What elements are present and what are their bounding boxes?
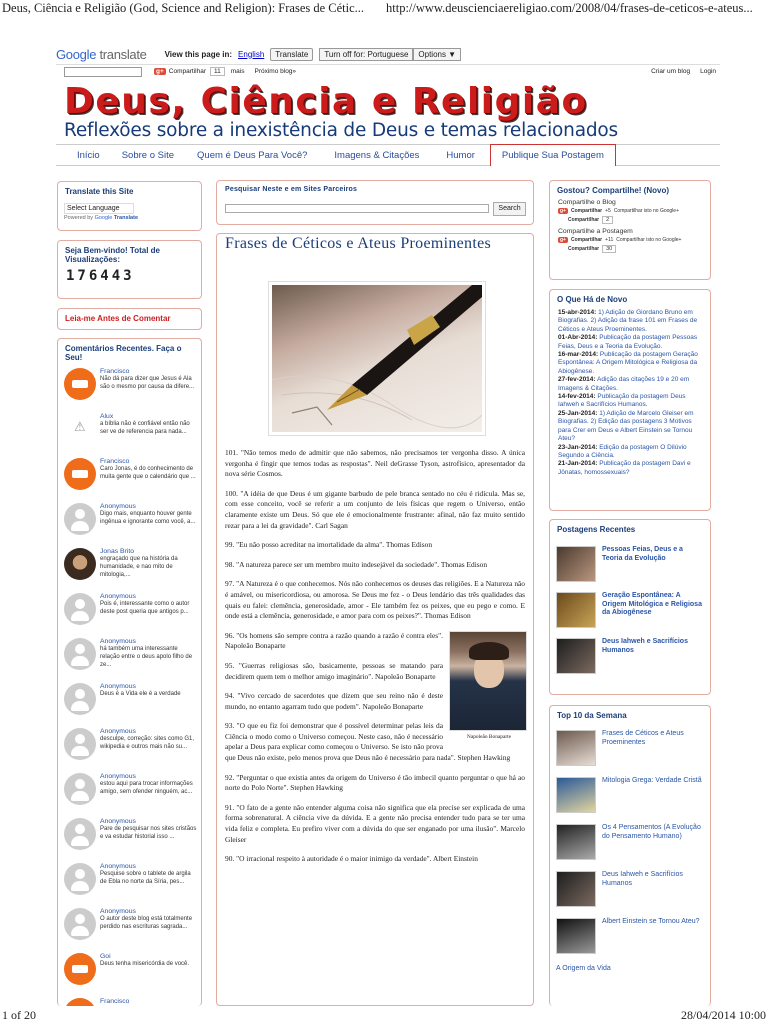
turn-off-button[interactable]: Turn off for: Portuguese bbox=[319, 48, 413, 61]
comment-author[interactable]: Alux bbox=[100, 413, 114, 420]
visits-counter: 176443 bbox=[66, 268, 135, 284]
comment-item bbox=[64, 863, 197, 903]
share-post-count: 30 bbox=[602, 245, 616, 253]
news-date: 25-Jan-2014: bbox=[558, 409, 598, 417]
navbar-search-input[interactable] bbox=[64, 67, 142, 77]
comment-item bbox=[64, 458, 197, 498]
top10-title: Top 10 da Semana bbox=[557, 711, 627, 720]
avatar bbox=[64, 548, 96, 580]
news-text[interactable]: Publicação da postagem Deus Iahweh e Sacrifícios Humanos. bbox=[558, 393, 686, 409]
napoleon-caption: Napoleão Bonaparte bbox=[466, 733, 512, 740]
quote-text: 96. "Os homens são sempre contra a razão quando a razão é contra eles". Napoleão Bonaparte bbox=[225, 630, 443, 651]
news-date: 15-abr-2014: bbox=[558, 309, 597, 316]
news-text[interactable]: 1) Adição de Marcelo Gleiser em Biografias. 2) Edição das postagens 3 Motivos para Crer em Deus e Albert Einstein se Tornou Ateu? bbox=[558, 409, 694, 443]
avatar bbox=[64, 773, 96, 805]
powered-by-google: Powered by Google Translate bbox=[64, 215, 139, 221]
avatar bbox=[64, 863, 96, 895]
recent-post-link[interactable]: Geração Espontânea: A Origem Mitológica e Religiosa da Abiogênese bbox=[602, 592, 702, 616]
blogger-navbar bbox=[56, 64, 720, 78]
quote-paragraph bbox=[217, 540, 533, 551]
comment-author[interactable]: Anonymous bbox=[100, 728, 136, 735]
comment-author[interactable]: Francisco bbox=[100, 458, 130, 465]
language-link[interactable]: English bbox=[238, 49, 265, 59]
quote-text: 101. "Não temos medo de admitir que não sabemos, não precisamos ter vergonha disso. A única vergonha é fingir que temos todas as respostas". Neil deGrasse Tyson, astrofísico, apresentador da nova série Cosmos. bbox=[225, 448, 525, 479]
top-post-link[interactable]: A Origem da Vida bbox=[556, 965, 611, 972]
next-blog-link[interactable]: Próximo blog» bbox=[254, 68, 297, 75]
navbar-more[interactable]: mais bbox=[230, 68, 245, 75]
readme-link[interactable]: Leia-me Antes de Comentar bbox=[65, 314, 171, 323]
comment-text[interactable]: há também uma interessante relação entre o deus apolo filho de ze... bbox=[100, 646, 193, 668]
comment-item bbox=[64, 413, 197, 453]
comment-text[interactable]: Deus tenha misericórdia de você. bbox=[100, 961, 190, 967]
fountain-pen-image bbox=[268, 281, 486, 436]
quote-paragraph bbox=[217, 803, 533, 845]
login-link[interactable]: Login bbox=[700, 68, 716, 75]
recent-post-item[interactable] bbox=[550, 589, 710, 635]
avatar bbox=[64, 593, 96, 625]
comment-item bbox=[64, 953, 197, 993]
quote-paragraph bbox=[217, 448, 533, 480]
comment-author[interactable]: Anonymous bbox=[100, 503, 136, 510]
readme-widget[interactable] bbox=[57, 308, 202, 330]
navbar-share-count: 11 bbox=[210, 67, 225, 76]
visits-title: Seja Bem-vindo! Total de Visualizações: bbox=[65, 246, 160, 264]
news-text[interactable]: Edição da postagem O Dilúvio Segundo a Ciência. bbox=[558, 443, 687, 459]
top-post-item[interactable] bbox=[550, 821, 710, 868]
create-blog-link[interactable]: Criar um blog bbox=[651, 68, 691, 75]
pdf-header bbox=[0, 0, 768, 18]
news-title: O Que Há de Novo bbox=[557, 295, 628, 304]
pdf-datetime: 28/04/2014 10:00 bbox=[680, 1008, 766, 1022]
blogger-avatar-icon bbox=[64, 368, 96, 400]
fountain-pen-icon bbox=[272, 285, 482, 432]
news-widget bbox=[549, 289, 711, 511]
share-post-label: Compartilhe a Postagem bbox=[558, 228, 633, 235]
recent-list bbox=[550, 543, 710, 681]
comment-text[interactable]: O autor deste blog está totalmente perdido nas escrituras sagrada... bbox=[100, 916, 193, 930]
comment-text[interactable]: Digo mais, enquanto houver gente ingênua e ignorante como você, a... bbox=[100, 511, 196, 525]
options-button[interactable]: Options ▼ bbox=[413, 48, 461, 61]
share-widget-title: Gostou? Compartilhe! (Novo) bbox=[557, 186, 669, 195]
comment-text[interactable]: a bíblia não é confiável então não ser ve de referencia para nada... bbox=[100, 421, 190, 435]
post-thumbnail[interactable] bbox=[556, 592, 596, 628]
comment-item bbox=[64, 368, 197, 408]
comment-item bbox=[64, 503, 197, 543]
napoleon-figure bbox=[449, 631, 529, 740]
quote-paragraph bbox=[217, 773, 533, 794]
news-text[interactable]: 1) Adição de Giordano Bruno em Biografias. 2) Adição da frase 101 em Frases de Céticos e Ateus Proeminentes. bbox=[558, 309, 698, 333]
top-post-link[interactable]: Frases de Céticos e Ateus Proeminentes bbox=[602, 730, 684, 746]
news-text[interactable]: Publicação da postagem Davi e Jônatas, homossexuais? bbox=[558, 460, 691, 476]
blogger-avatar-icon bbox=[64, 998, 96, 1006]
top-post-item[interactable] bbox=[550, 962, 710, 976]
comment-author[interactable]: Anonymous bbox=[100, 593, 136, 600]
comment-text[interactable]: Pois é, interessante como o autor deste post queria que antigos p... bbox=[100, 601, 190, 615]
recent-post-link[interactable]: Deus Iahweh e Sacrifícios Humanos bbox=[602, 638, 688, 654]
post-thumbnail[interactable] bbox=[556, 730, 596, 766]
quote-text: 93. "O que eu fiz foi demonstrar que é possível determinar pelas leis da Ciência o modo como o Universo começou. Neste caso, não é necessário apelar a Deus para explicar como começou o Universo. Se isto não prova que Deus não existe, pelo menos prova que Deus não é necessário para nada". Stephen Hawking bbox=[225, 721, 511, 763]
comment-text[interactable]: desculpe, correção: sites como G1, wikipedia e outros mais não su... bbox=[100, 736, 195, 750]
menu-inicio[interactable]: Início bbox=[77, 149, 100, 161]
gplus-icon[interactable]: g+ bbox=[560, 237, 566, 243]
comment-item bbox=[64, 593, 197, 633]
comment-author[interactable]: Francisco bbox=[100, 368, 130, 375]
top-post-item[interactable] bbox=[550, 727, 710, 774]
comment-item bbox=[64, 638, 197, 678]
comment-item bbox=[64, 773, 197, 813]
news-list bbox=[550, 307, 710, 479]
pdf-page-title: Deus, Ciência e Religião (God, Science and Religion): Frases de Cétic... bbox=[2, 1, 365, 15]
news-item bbox=[558, 410, 702, 444]
menu-sobre[interactable]: Sobre o Site bbox=[121, 149, 175, 161]
menu-quem-e-deus[interactable]: Quem é Deus Para Você? bbox=[197, 149, 308, 161]
pdf-page-number: 1 of 20 bbox=[2, 1008, 36, 1022]
view-page-label: View this page in: bbox=[164, 49, 233, 59]
share-blog-button[interactable]: Compartilhar bbox=[568, 217, 600, 223]
comment-author[interactable]: Anonymous bbox=[100, 818, 136, 825]
top-post-link[interactable]: Os 4 Pensamentos (A Evolução do Pensamento Humano) bbox=[602, 824, 701, 840]
news-item bbox=[558, 393, 702, 410]
search-widget bbox=[216, 180, 534, 225]
gplus-icon[interactable]: g+ bbox=[560, 208, 566, 214]
share-blog-count: 2 bbox=[602, 216, 613, 224]
translate-widget-title: Translate this Site bbox=[65, 187, 134, 196]
comment-text[interactable]: Não dá para dizer que Jesus é Ala são o mesmo por causa da difere... bbox=[100, 376, 195, 390]
comment-item bbox=[64, 998, 197, 1006]
news-date: 14-fev-2014: bbox=[558, 393, 596, 401]
avatar bbox=[64, 683, 96, 715]
post-thumbnail[interactable] bbox=[556, 546, 596, 582]
comment-item bbox=[64, 818, 197, 858]
quote-paragraph bbox=[217, 579, 533, 621]
news-text[interactable]: Publicação da postagem Pessoas Feias, Deus e a Teoria da Evolução. bbox=[558, 334, 698, 350]
blog-subtitle: Reflexões sobre a inexistência de Deus e temas relacionados bbox=[64, 120, 618, 141]
news-item bbox=[558, 376, 702, 393]
main-menu bbox=[56, 144, 720, 166]
quotes-container bbox=[217, 448, 533, 874]
comment-text[interactable]: Pare de pesquisar nos sites cristãos e va estudar historial isso ... bbox=[100, 826, 197, 840]
news-item bbox=[558, 351, 702, 376]
comment-text[interactable]: Pesquise sobre o tablete de argila de Ebla no norte da Síria, pes... bbox=[100, 871, 191, 885]
news-date: 23-Jan-2014: bbox=[558, 443, 598, 451]
pdf-footer bbox=[0, 1006, 768, 1024]
comment-item bbox=[64, 548, 197, 588]
avatar bbox=[64, 908, 96, 940]
comments-widget bbox=[57, 338, 202, 1006]
select-language-dropdown[interactable]: Select Language bbox=[64, 203, 134, 214]
comment-text[interactable]: Caro Jonas, é do conhecimento de muita gente que o calendário que ... bbox=[100, 466, 196, 480]
top-post-link[interactable]: Albert Einstein se Tornou Ateu? bbox=[602, 918, 700, 925]
news-item bbox=[558, 309, 702, 334]
top-post-link[interactable]: Mitologia Grega: Verdade Cristã bbox=[602, 777, 702, 784]
news-text[interactable]: Publicação da postagem Geração Espontânea: A Origem Mitológica e Religiosa da Abiogênese. bbox=[558, 351, 698, 375]
pdf-page-url: http://www.deuscienciaereligiao.com/2008/04/frases-de-ceticos-e-ateus... bbox=[386, 1, 753, 15]
post-thumbnail[interactable] bbox=[556, 638, 596, 674]
top-post-link[interactable]: Deus Iahweh e Sacrifícios Humanos bbox=[602, 871, 683, 887]
quote-text: 99. "Eu não posso acreditar na imortalidade da alma". Thomas Edison bbox=[225, 540, 433, 550]
recent-posts-title: Postagens Recentes bbox=[557, 525, 636, 534]
quote-text: 98. "A natureza parece ser um membro muito indesejável da sociedade". Thomas Edison bbox=[225, 559, 488, 569]
post-body bbox=[216, 233, 534, 1006]
recent-post-link[interactable]: Pessoas Feias, Deus e a Teoria da Evolução bbox=[602, 546, 683, 562]
comment-text[interactable]: estou aqui para trocar informações amigo, sem ofender ninguém, ac... bbox=[100, 781, 193, 795]
visits-widget bbox=[57, 240, 202, 299]
blog-title: Deus, Ciência e Religião bbox=[64, 81, 588, 122]
top-list bbox=[550, 727, 710, 976]
post-thumbnail[interactable] bbox=[556, 777, 596, 813]
comment-author[interactable]: Francisco bbox=[100, 998, 130, 1005]
top-post-item[interactable] bbox=[550, 774, 710, 821]
menu-publique[interactable]: Publique Sua Postagem bbox=[490, 144, 616, 166]
quote-text: 91. "O fato de a gente não entender alguma coisa não significa que ela precise ser explicada de uma forma sobrenatural. A ciência vive da dúvida. E a gente não precisa entender tudo para se ter uma vida feliz e completa. Eu prefiro viver com a dúvida do que ser enganado por uma ilusão". Marcelo Gleiser bbox=[225, 802, 525, 844]
quote-paragraph bbox=[217, 489, 533, 531]
post-thumbnail[interactable] bbox=[556, 918, 596, 954]
quote-text: 100. "A idéia de que Deus é um gigante barbudo de pele branca sentado no céu é ridícula. Mas se, com esse conceito, você se referir a um conjunto de leis físicas que regem o Universo, então claramente existe um Deus. Só que ele é emocionalmente frustrante: afinal, não faz muito sentido rezar para a lei da gravidade". Carl Sagan bbox=[225, 488, 525, 530]
quote-text: 97. "A Natureza é o que conhecemos. Nós não conhecemos os deuses das religiões. E a Natureza não é amável, ou misericordiosa, ou amorosa. Se Deus me fez - o Deus lendário das três qualidades das quais eu falei: clemência, generosidade, amor - Ele também fez os peixes, que eu pego e como. E onde está a clemência, generosidade, e amor para com os peixes?". Thomas Edison bbox=[225, 579, 525, 621]
search-input[interactable] bbox=[225, 204, 489, 213]
comments-title: Comentários Recentes. Faça o Seu! bbox=[65, 344, 182, 362]
comment-author[interactable]: Anonymous bbox=[100, 683, 136, 690]
quote-text: 94. "Vivo cercado de sacerdotes que dizem que seu reino não é deste mundo, no entanto agarram tudo que podem". Napoleão Bonaparte bbox=[225, 691, 443, 711]
news-item bbox=[558, 444, 702, 461]
napoleon-portrait bbox=[449, 631, 527, 731]
avatar bbox=[64, 818, 96, 850]
comment-author[interactable]: Anonymous bbox=[100, 773, 136, 780]
menu-humor[interactable]: Humor bbox=[446, 149, 475, 161]
news-date: 21-Jan-2014: bbox=[558, 460, 598, 468]
recent-post-item[interactable] bbox=[550, 635, 710, 681]
menu-imagens[interactable]: Imagens & Citações bbox=[334, 149, 420, 161]
blogger-avatar-icon bbox=[64, 953, 96, 985]
search-title: Pesquisar Neste e em Sites Parceiros bbox=[225, 186, 358, 193]
recent-posts-widget bbox=[549, 519, 711, 695]
comment-author[interactable]: Anonymous bbox=[100, 863, 136, 870]
post-title: Frases de Céticos e Ateus Proeminentes bbox=[225, 235, 492, 252]
translate-button[interactable]: Translate bbox=[270, 48, 313, 61]
google-translate-logo: Google translate bbox=[56, 46, 147, 62]
quote-paragraph bbox=[217, 560, 533, 571]
news-item bbox=[558, 460, 702, 477]
avatar bbox=[64, 728, 96, 760]
comment-text[interactable]: engraçado que na história da humanidade, e nao mito de mitologia,... bbox=[100, 556, 178, 578]
share-blog-label: Compartilhe o Blog bbox=[558, 199, 616, 206]
top10-widget bbox=[549, 705, 711, 1006]
warning-icon bbox=[64, 413, 96, 445]
quote-text: 95. "Guerras religiosas são, basicamente, pessoas se matando para decidirem quem tem o melhor amigo imaginário". Napoleão Bonaparte bbox=[225, 660, 443, 681]
recent-post-item[interactable] bbox=[550, 543, 710, 589]
share-widget: Gostou? Compartilhe! (Novo) Compartilhe o Blog g+ Compartilhar +5 Compartilhar isto no Google+ Compartilhar 2 Compartilhe a Postagem g+ Compartilhar +11 Compartilhar isto no Google+ Compartilhar 30 bbox=[549, 180, 711, 280]
comment-author[interactable]: Jonas Brito bbox=[100, 548, 135, 555]
news-text[interactable]: Adição das citações 19 e 20 em Imagens & Citações. bbox=[558, 376, 690, 392]
post-thumbnail[interactable] bbox=[556, 824, 596, 860]
news-date: 01-Abr-2014: bbox=[558, 334, 598, 342]
blogger-avatar-icon bbox=[64, 458, 96, 490]
comment-author[interactable]: Anonymous bbox=[100, 908, 136, 915]
blog-banner[interactable] bbox=[58, 80, 708, 146]
quote-text: 90. "O irracional respeito à autoridade é o maior inimigo da verdade". Albert Einstein bbox=[225, 854, 478, 864]
quote-paragraph bbox=[217, 854, 533, 865]
comment-item bbox=[64, 728, 197, 768]
gplus-icon[interactable]: g+ bbox=[156, 68, 164, 75]
avatar bbox=[64, 503, 96, 535]
comment-item bbox=[64, 908, 197, 948]
translate-widget bbox=[57, 181, 202, 231]
news-date: 16-mar-2014: bbox=[558, 351, 599, 359]
share-post-button[interactable]: Compartilhar bbox=[568, 246, 600, 252]
comment-author[interactable]: Goi bbox=[100, 953, 111, 960]
comment-author[interactable]: Anonymous bbox=[100, 638, 136, 645]
news-date: 27-fev-2014: bbox=[558, 376, 596, 384]
post-thumbnail[interactable] bbox=[556, 871, 596, 907]
top-post-item[interactable] bbox=[550, 868, 710, 915]
comment-item bbox=[64, 683, 197, 723]
navbar-share[interactable]: Compartilhar bbox=[168, 68, 206, 75]
quote-text: 92. "Perguntar o que existia antes da origem do Universo é tão imbecil quanto perguntar o que há ao norte do Polo Norte". Stephen Hawking bbox=[225, 772, 525, 793]
comments-list bbox=[58, 368, 201, 1006]
news-item bbox=[558, 334, 702, 351]
comment-text[interactable]: Deus é a Vida ele é a verdade bbox=[100, 691, 181, 697]
search-button[interactable]: Search bbox=[493, 202, 526, 216]
google-translate-bar bbox=[56, 43, 716, 65]
top-post-item[interactable] bbox=[550, 915, 710, 962]
avatar bbox=[64, 638, 96, 670]
